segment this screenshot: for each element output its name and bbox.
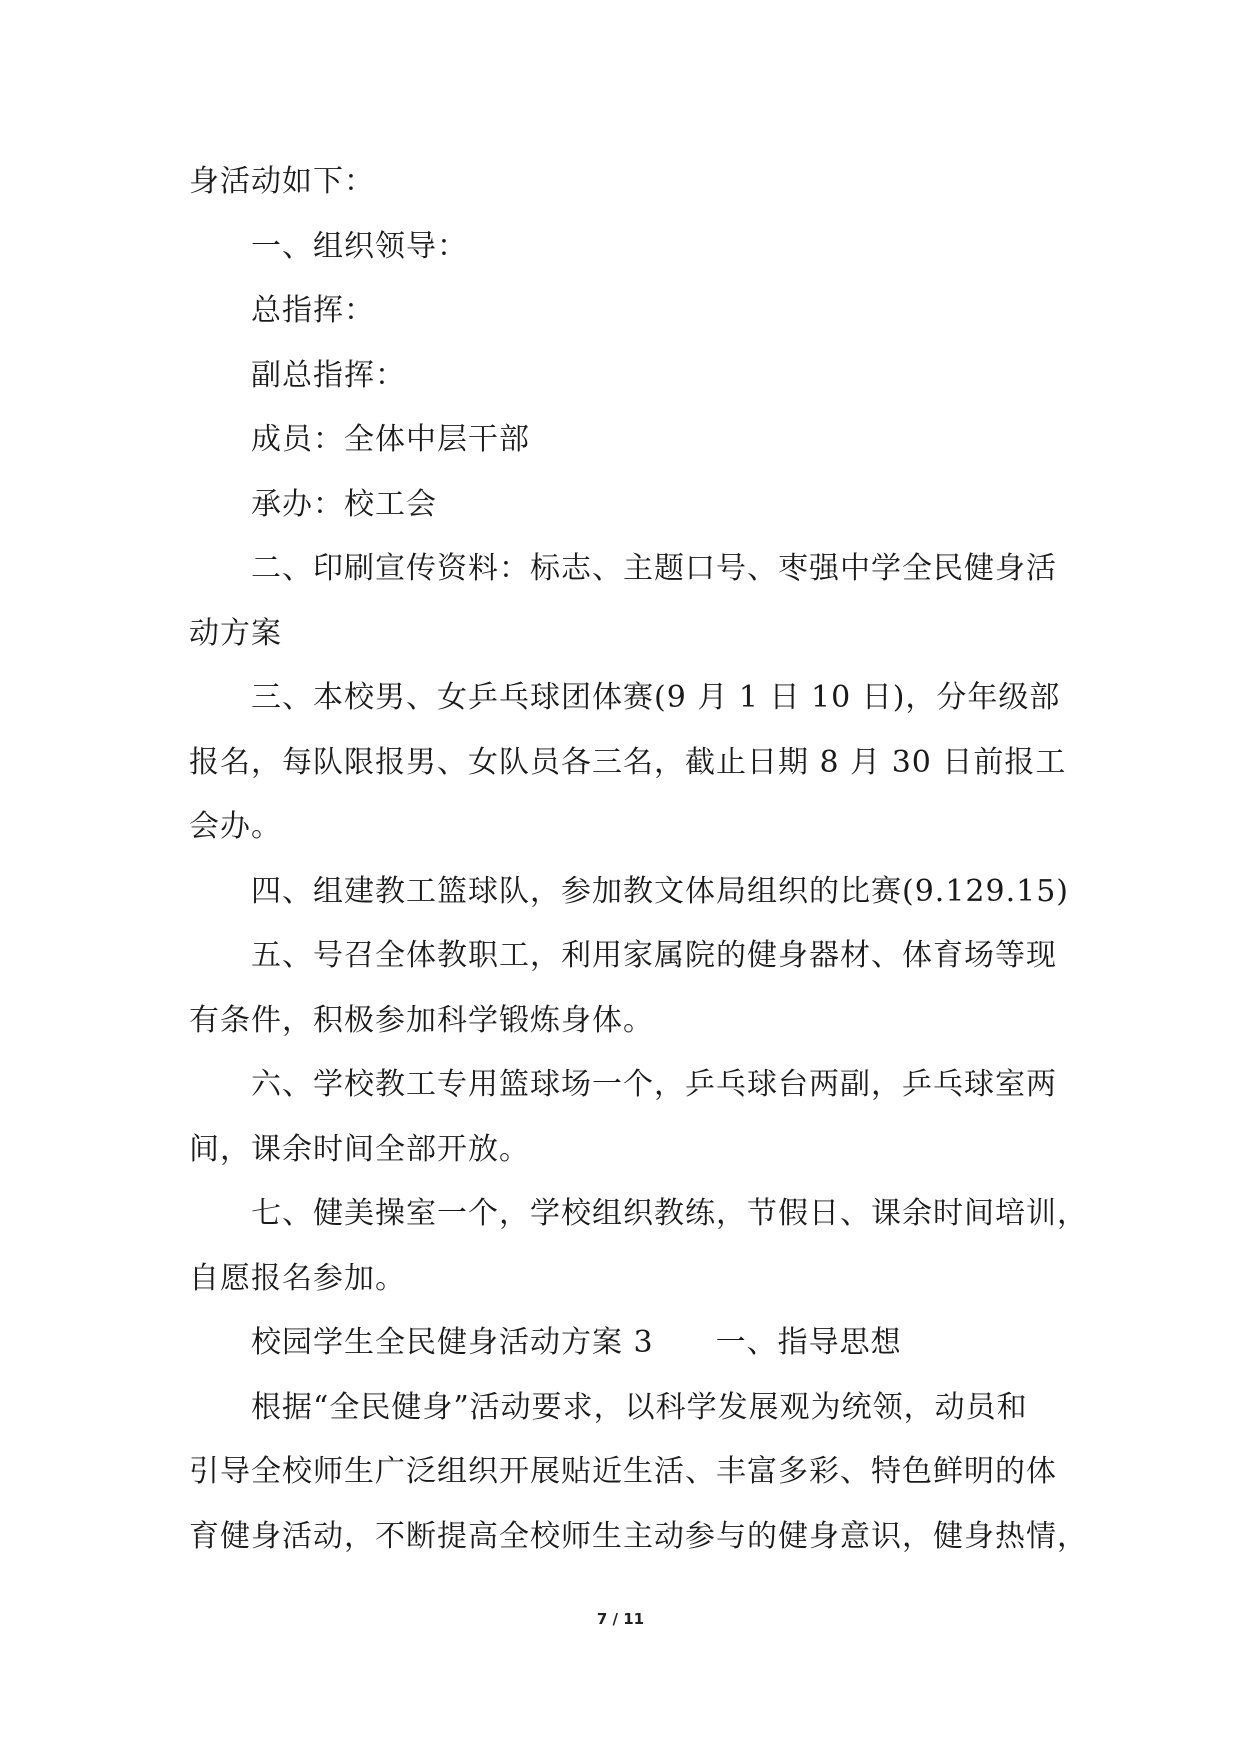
text-line: 动方案 xyxy=(189,615,282,651)
text-line: 育健身活动，不断提高全校师生主动参与的健身意识，健身热情， xyxy=(189,1518,1088,1554)
section-heading: 七、健美操室一个，学校组织教练，节假日、课余时间培训， xyxy=(251,1196,1088,1231)
text-line: 有条件，积极参加科学锻炼身体。 xyxy=(189,1002,654,1038)
document-body xyxy=(189,150,1088,1569)
section-heading: 三、本校男、女乒乓球团体赛(9 月 1 日 10 日)，分年级部 xyxy=(251,680,1061,715)
text-line: 间，课余时间全部开放。 xyxy=(189,1131,530,1167)
text-line: 根据“全民健身”活动要求，以科学发展观为统领，动员和 xyxy=(251,1389,1028,1425)
section-heading: 五、号召全体教职工，利用家属院的健身器材、体育场等现 xyxy=(251,938,1057,973)
text-line: 总指挥： xyxy=(251,293,375,328)
section-heading: 校园学生全民健身活动方案 3 一、指导思想 xyxy=(251,1325,902,1360)
page-number: 7 / 11 xyxy=(596,1610,645,1628)
section-heading: 二、印刷宣传资料：标志、主题口号、枣强中学全民健身活 xyxy=(251,551,1057,586)
text-line: 会办。 xyxy=(189,809,282,844)
section-heading: 六、学校教工专用篮球场一个，乒乓球台两副，乒乓球室两 xyxy=(251,1067,1057,1102)
section-heading: 一、组织领导： xyxy=(251,228,468,264)
text-line: 身活动如下： xyxy=(189,164,375,199)
text-line: 成员：全体中层干部 xyxy=(251,422,530,457)
text-line: 承办：校工会 xyxy=(251,486,437,522)
text-line: 副总指挥： xyxy=(251,357,406,393)
text-line: 自愿报名参加。 xyxy=(189,1260,406,1296)
section-heading: 四、组建教工篮球队，参加教文体局组织的比赛(9.129.15) xyxy=(251,873,1070,909)
text-line: 引导全校师生广泛组织开展贴近生活、丰富多彩、特色鲜明的体 xyxy=(189,1454,1057,1489)
text-line: 报名，每队限报男、女队员各三名，截止日期 8 月 30 日前报工 xyxy=(189,744,1067,780)
